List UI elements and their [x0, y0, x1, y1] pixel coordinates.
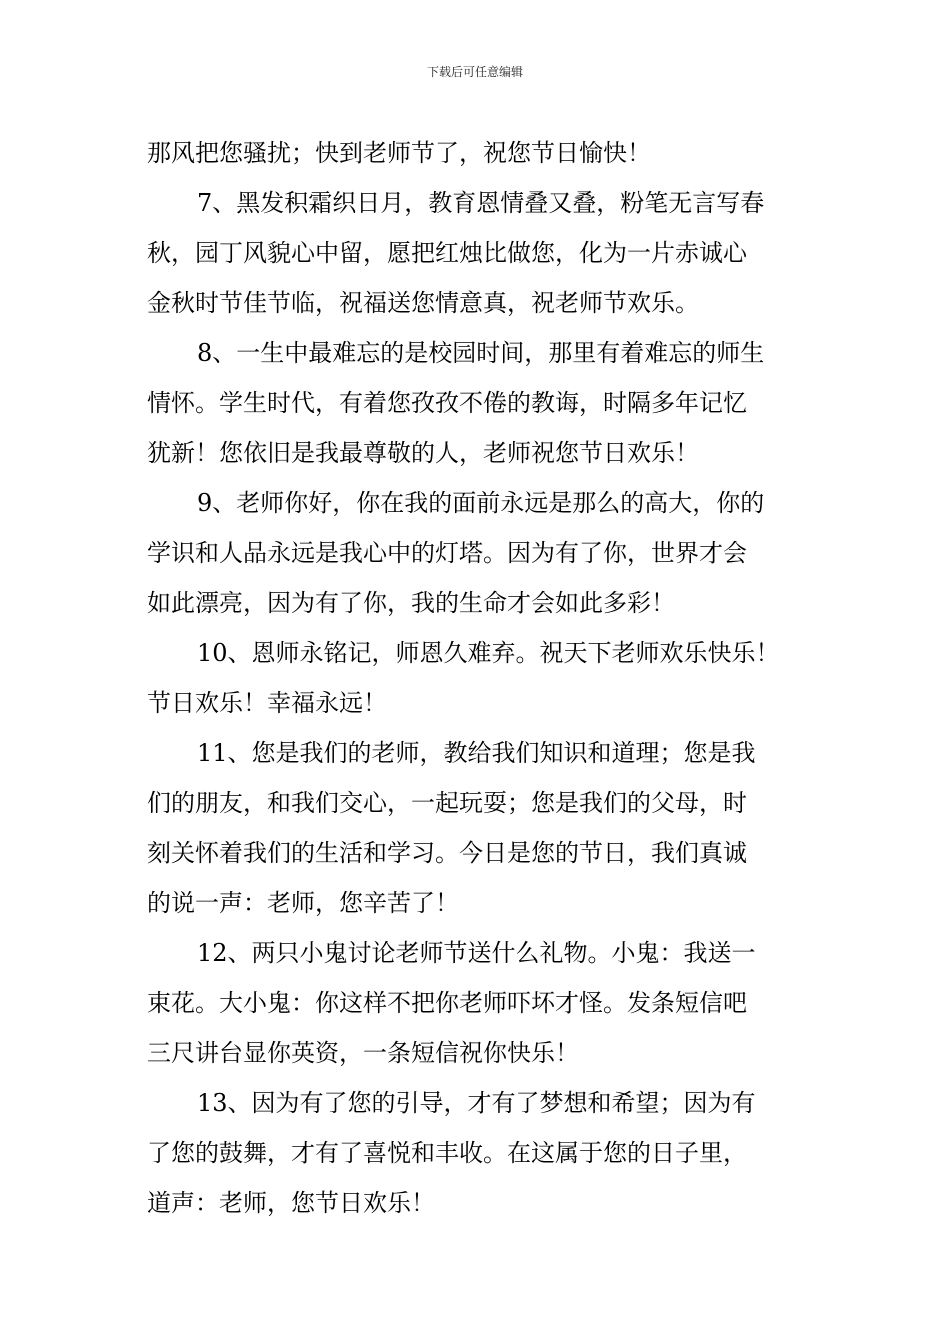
text-line: 们的朋友，和我们交心，一起玩耍；您是我们的父母，时: [147, 789, 747, 817]
text-line: 道声：老师，您节日欢乐！: [147, 1189, 435, 1217]
text-line: 8、一生中最难忘的是校园时间，那里有着难忘的师生: [197, 339, 765, 367]
text-line: 三尺讲台显你英资，一条短信祝你快乐！: [147, 1039, 579, 1067]
text-line: 12、两只小鬼讨论老师节送什么礼物。小鬼：我送一: [197, 939, 756, 967]
document-body: [147, 128, 809, 1228]
text-line: 金秋时节佳节临，祝福送您情意真，祝老师节欢乐。: [147, 289, 699, 317]
text-line: 那风把您骚扰；快到老师节了，祝您节日愉快！: [147, 139, 651, 167]
text-line: 束花。大小鬼：你这样不把你老师吓坏才怪。发条短信吧: [147, 989, 747, 1017]
page-header: 下载后可任意编辑: [426, 65, 523, 79]
text-line: 节日欢乐！幸福永远！: [147, 689, 387, 717]
text-line: 10、恩师永铭记，师恩久难弃。祝天下老师欢乐快乐！: [197, 639, 780, 667]
text-line: 刻关怀着我们的生活和学习。今日是您的节日，我们真诚: [147, 839, 747, 867]
text-line: 了您的鼓舞，才有了喜悦和丰收。在这属于您的日子里，: [147, 1139, 747, 1167]
text-line: 如此漂亮，因为有了你，我的生命才会如此多彩！: [147, 589, 675, 617]
text-line: 情怀。学生时代，有着您孜孜不倦的教诲，时隔多年记忆: [147, 389, 747, 417]
text-line: 13、因为有了您的引导，才有了梦想和希望；因为有: [197, 1089, 756, 1117]
text-line: 11、您是我们的老师，教给我们知识和道理；您是我: [197, 739, 756, 767]
text-line: 学识和人品永远是我心中的灯塔。因为有了你，世界才会: [147, 539, 747, 567]
text-line: 的说一声：老师，您辛苦了！: [147, 889, 459, 917]
text-line: 9、老师你好，你在我的面前永远是那么的高大，你的: [197, 489, 765, 517]
text-line: 犹新！您依旧是我最尊敬的人，老师祝您节日欢乐！: [147, 439, 699, 467]
text-line: 秋，园丁风貌心中留，愿把红烛比做您，化为一片赤诚心: [147, 239, 747, 267]
text-line: 7、黑发积霜织日月，教育恩情叠又叠，粉笔无言写春: [197, 189, 765, 217]
